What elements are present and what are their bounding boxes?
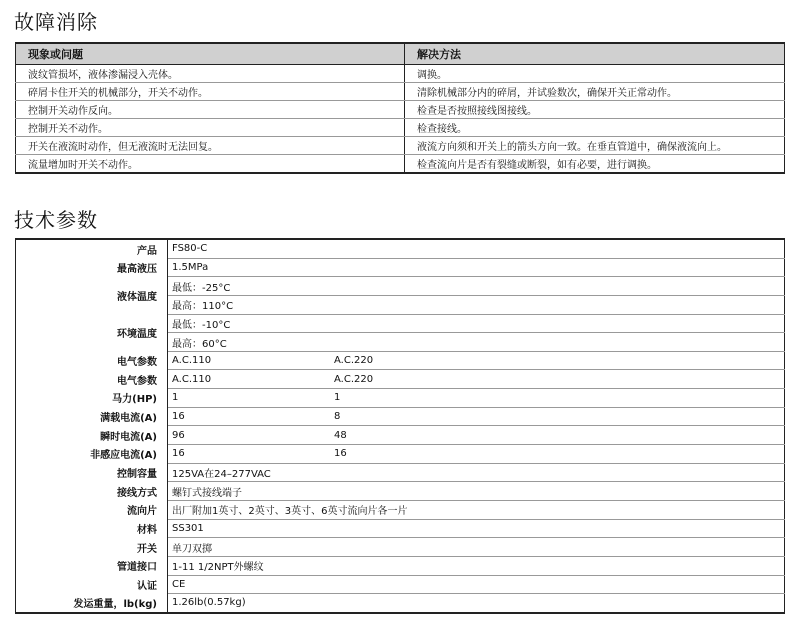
table-row [16, 137, 785, 155]
spec-row-product [16, 239, 785, 258]
problem-cell: 碎屑卡住开关的机械部分，开关不动作。 [16, 83, 405, 101]
table-header-row [16, 43, 785, 65]
spec-row-wiring [16, 482, 785, 501]
table-row [16, 101, 785, 119]
spec-row-full-load [16, 407, 785, 426]
problem-cell: 控制开关不动作。 [16, 119, 405, 137]
spec-value-min: 最低：-10°C [168, 314, 785, 333]
spec-row-ambient-temp [16, 314, 785, 333]
spec-value-110: 96 [168, 426, 335, 445]
troubleshooting-table [15, 42, 785, 174]
solution-cell: 检查流向片是否有裂缝或断裂，如有必要，进行调换。 [405, 155, 785, 174]
solution-cell: 检查是否按照接线图接线。 [405, 101, 785, 119]
spec-row-pipe [16, 556, 785, 575]
spec-value-220: 48 [334, 426, 785, 445]
spec-label: 马力(HP) [16, 389, 168, 408]
solution-cell: 调换。 [405, 65, 785, 83]
spec-label: 材料 [16, 519, 168, 538]
spec-label: 非感应电流(A) [16, 445, 168, 464]
problem-cell: 控制开关动作反向。 [16, 101, 405, 119]
table-row [16, 155, 785, 174]
problem-cell: 开关在液流时动作，但无液流时无法回复。 [16, 137, 405, 155]
spec-label: 电气参数 [16, 351, 168, 370]
spec-label: 流向片 [16, 500, 168, 519]
spec-value-220: 1 [334, 389, 785, 408]
spec-label: 接线方式 [16, 482, 168, 501]
table-row [16, 83, 785, 101]
spec-value: 螺钉式接线端子 [168, 482, 785, 501]
spec-value-220: A.C.220 [334, 370, 785, 389]
solution-cell: 液流方向须和开关上的箭头方向一致。在垂直管道中，确保液流向上。 [405, 137, 785, 155]
spec-value-220: 16 [334, 445, 785, 464]
spec-value: 1-11 1/2NPT外螺纹 [168, 556, 785, 575]
spec-row-vane [16, 500, 785, 519]
spec-row-electrical [16, 370, 785, 389]
spec-value-min: 最低：-25°C [168, 277, 785, 296]
spec-label: 产品 [16, 239, 168, 258]
spec-label: 管道接口 [16, 556, 168, 575]
spec-value: SS301 [168, 519, 785, 538]
specs-title: 技术参数 [14, 208, 98, 232]
problem-cell: 流量增加时开关不动作。 [16, 155, 405, 174]
spec-value: 125VA在24–277VAC [168, 463, 785, 482]
spec-value-110: 16 [168, 407, 335, 426]
spec-value: 1.5MPa [168, 258, 785, 277]
spec-value-220: A.C.220 [334, 351, 785, 370]
troubleshooting-title: 故障消除 [14, 10, 98, 34]
column-header-problem: 现象或问题 [16, 43, 405, 65]
spec-row-non-inductive [16, 445, 785, 464]
spec-value-110: A.C.110 [168, 351, 335, 370]
table-row [16, 119, 785, 137]
spec-value-110: A.C.110 [168, 370, 335, 389]
spec-value: 1.26lb(0.57kg) [172, 597, 246, 609]
solution-cell: 检查接线。 [405, 119, 785, 137]
spec-value-220: 8 [334, 407, 785, 426]
spec-label: 液体温度 [16, 277, 168, 314]
specs-table [15, 238, 785, 614]
spec-value: 单刀双掷 [168, 538, 785, 557]
spec-label: 发运重量，lb(kg) [16, 594, 168, 613]
spec-value-110: 16 [168, 445, 335, 464]
spec-label: 认证 [16, 575, 168, 594]
spec-row-switch [16, 538, 785, 557]
spec-row-horsepower [16, 389, 785, 408]
spec-label: 满载电流(A) [16, 407, 168, 426]
spec-row-electrical [16, 351, 785, 370]
spec-label: 开关 [16, 538, 168, 557]
solution-cell: 清除机械部分内的碎屑，并试验数次，确保开关正常动作。 [405, 83, 785, 101]
spec-row-instant [16, 426, 785, 445]
spec-label: 环境温度 [16, 314, 168, 351]
spec-value-110: 1 [168, 389, 335, 408]
spec-row-weight [16, 594, 785, 613]
table-row [16, 65, 785, 83]
spec-row-max-pressure [16, 258, 785, 277]
spec-value: FS80-C [168, 239, 785, 258]
spec-value-max: 最高：110°C [168, 295, 785, 314]
column-header-solution: 解决方法 [405, 43, 785, 65]
spec-row-liquid-temp [16, 277, 785, 296]
spec-label: 电气参数 [16, 370, 168, 389]
spec-value: CE [168, 575, 785, 594]
spec-row-control-capacity [16, 463, 785, 482]
spec-label: 最高液压 [16, 258, 168, 277]
spec-value: 出厂附加1英寸、2英寸、3英寸、6英寸流向片各一片 [168, 500, 785, 519]
spec-row-material [16, 519, 785, 538]
spec-label: 控制容量 [16, 463, 168, 482]
spec-row-cert [16, 575, 785, 594]
spec-label: 瞬时电流(A) [16, 426, 168, 445]
problem-cell: 波纹管损坏，液体渗漏浸入壳体。 [16, 65, 405, 83]
spec-value-max: 最高：60°C [168, 333, 785, 352]
